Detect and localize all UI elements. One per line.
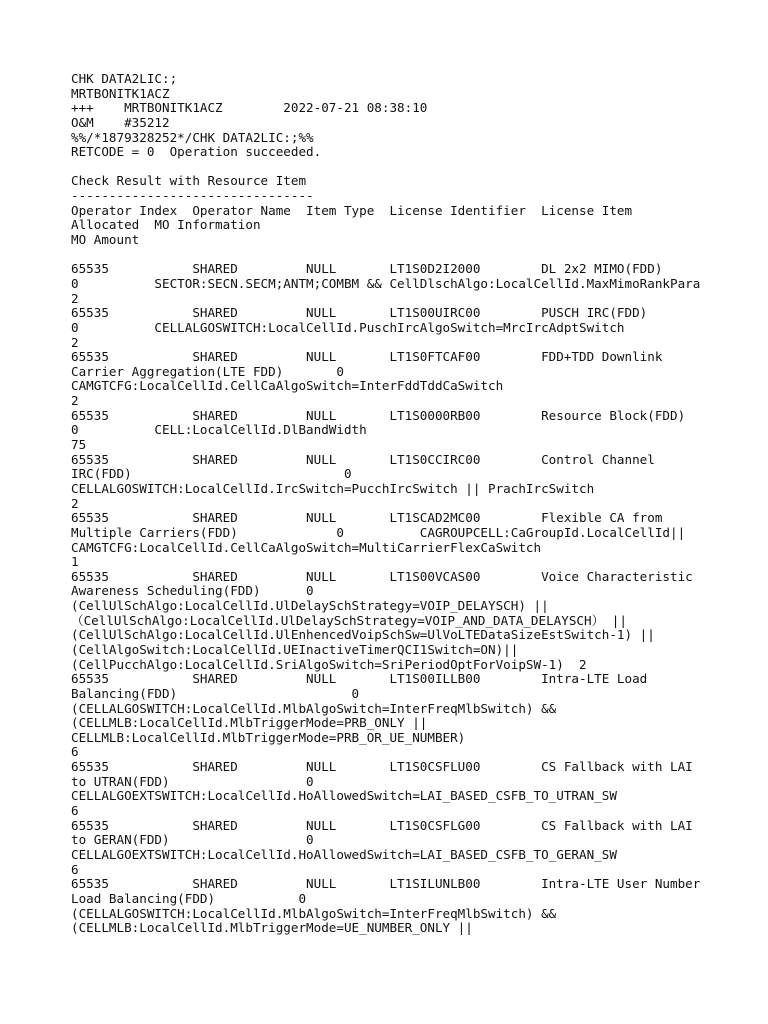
document-line: 1 <box>71 554 79 570</box>
document-line: O&M #35212 <box>71 114 170 130</box>
document-line: (CELLALGOSWITCH:LocalCellId.MlbAlgoSwitch=InterFreqMlbSwitch) && <box>71 700 557 716</box>
document-line: 65535 SHARED NULL LT1S0D2I2000 DL 2x2 MIMO(FDD) <box>71 261 663 277</box>
document-line: 2 <box>71 290 79 306</box>
document-line: 65535 SHARED NULL LT1S0CSFLU00 CS Fallback with LAI <box>71 759 693 775</box>
document-line: (CELLMLB:LocalCellId.MlbTriggerMode=UE_NUMBER_ONLY || <box>71 920 473 936</box>
document-line: to GERAN(FDD) 0 <box>71 832 314 848</box>
document-line: 65535 SHARED NULL LT1S0CSFLG00 CS Fallback with LAI <box>71 817 693 833</box>
document-line: -------------------------------- <box>71 188 314 204</box>
document-line: 65535 SHARED NULL LT1S0000RB00 Resource Block(FDD) <box>71 407 686 423</box>
document-line: Multiple Carriers(FDD) 0 CAGROUPCELL:CaGroupId.LocalCellId|| <box>71 524 686 540</box>
document-line: Allocated MO Information <box>71 217 261 233</box>
document-line: RETCODE = 0 Operation succeeded. <box>71 144 322 160</box>
document-line: 0 CELLALGOSWITCH:LocalCellId.PuschIrcAlgoSwitch=MrcIrcAdptSwitch <box>71 319 625 335</box>
blank-line <box>71 248 761 263</box>
document-line: （CellUlSchAlgo:LocalCellId.UlDelaySchStrategy=VOIP_AND_DATA_DELAYSCH） || <box>71 612 627 628</box>
document-line: IRC(FDD) 0 <box>71 466 352 482</box>
document-line: Check Result with Resource Item <box>71 173 307 189</box>
document-line: 6 <box>71 803 79 819</box>
document-line: MRTBONITK1ACZ <box>71 85 170 101</box>
document-line: to UTRAN(FDD) 0 <box>71 773 314 789</box>
document-line: 2 <box>71 495 79 511</box>
document-line: 65535 SHARED NULL LT1S00VCAS00 Voice Characteristic <box>71 568 693 584</box>
document-line: %%/*1879328252*/CHK DATA2LIC:;%% <box>71 129 314 145</box>
document-line: 75 <box>71 437 87 453</box>
document-line: CELLALGOEXTSWITCH:LocalCellId.HoAllowedSwitch=LAI_BASED_CSFB_TO_UTRAN_SW <box>71 788 617 804</box>
document-line: CELLMLB:LocalCellId.MlbTriggerMode=PRB_OR_UE_NUMBER) <box>71 729 466 745</box>
document-line: CELLALGOEXTSWITCH:LocalCellId.HoAllowedSwitch=LAI_BASED_CSFB_TO_GERAN_SW <box>71 846 617 862</box>
document-line: 0 SECTOR:SECN.SECM;ANTM;COMBM && CellDlschAlgo:LocalCellId.MaxMimoRankPara <box>71 275 701 291</box>
document-line: Carrier Aggregation(LTE FDD) 0 <box>71 363 344 379</box>
document-line: (CellUlSchAlgo:LocalCellId.UlDelaySchStrategy=VOIP_DELAYSCH) || <box>71 598 549 614</box>
document-line: (CELLALGOSWITCH:LocalCellId.MlbAlgoSwitch=InterFreqMlbSwitch) && <box>71 905 557 921</box>
blank-line <box>71 160 761 175</box>
document-line: 65535 SHARED NULL LT1SCAD2MC00 Flexible CA from <box>71 510 663 526</box>
document-line: Awareness Scheduling(FDD) 0 <box>71 583 314 599</box>
document-line: 65535 SHARED NULL LT1S0FTCAF00 FDD+TDD Downlink <box>71 349 663 365</box>
document-line: (CellPucchAlgo:LocalCellId.SriAlgoSwitch=SriPeriodOptForVoipSW-1) 2 <box>71 656 587 672</box>
document-line: CAMGTCFG:LocalCellId.CellCaAlgoSwitch=InterFddTddCaSwitch <box>71 378 504 394</box>
document-line: 65535 SHARED NULL LT1SILUNLB00 Intra-LTE User Number <box>71 876 701 892</box>
document-line: 6 <box>71 861 79 877</box>
document-line: 2 <box>71 334 79 350</box>
document-line: CHK DATA2LIC:; <box>71 71 178 86</box>
document-line: Load Balancing(FDD) 0 <box>71 890 307 906</box>
document-line: CAMGTCFG:LocalCellId.CellCaAlgoSwitch=MultiCarrierFlexCaSwitch <box>71 539 542 555</box>
document-line: CELLALGOSWITCH:LocalCellId.IrcSwitch=PucchIrcSwitch || PrachIrcSwitch <box>71 480 595 496</box>
document-line: (CELLMLB:LocalCellId.MlbTriggerMode=PRB_ONLY || <box>71 715 428 731</box>
command-output-document <box>71 72 761 936</box>
document-line: 65535 SHARED NULL LT1S00UIRC00 PUSCH IRC(FDD) <box>71 305 648 321</box>
document-line: Operator Index Operator Name Item Type License Identifier License Item <box>71 202 633 218</box>
document-line: +++ MRTBONITK1ACZ 2022-07-21 08:38:10 <box>71 100 428 116</box>
document-line: (CellUlSchAlgo:LocalCellId.UlEnhencedVoipSchSw=UlVoLTEDataSizeEstSwitch-1) || <box>71 627 655 643</box>
document-line: 2 <box>71 393 79 409</box>
document-line: (CellAlgoSwitch:LocalCellId.UEInactiveTimerQCI1Switch=ON)|| <box>71 641 519 657</box>
document-line: MO Amount <box>71 232 140 248</box>
document-line: 6 <box>71 744 79 760</box>
document-line: Balancing(FDD) 0 <box>71 685 360 701</box>
document-line: 65535 SHARED NULL LT1S00ILLB00 Intra-LTE Load <box>71 671 648 687</box>
document-line: 65535 SHARED NULL LT1S0CCIRC00 Control Channel <box>71 451 655 467</box>
document-line: 0 CELL:LocalCellId.DlBandWidth <box>71 422 367 438</box>
